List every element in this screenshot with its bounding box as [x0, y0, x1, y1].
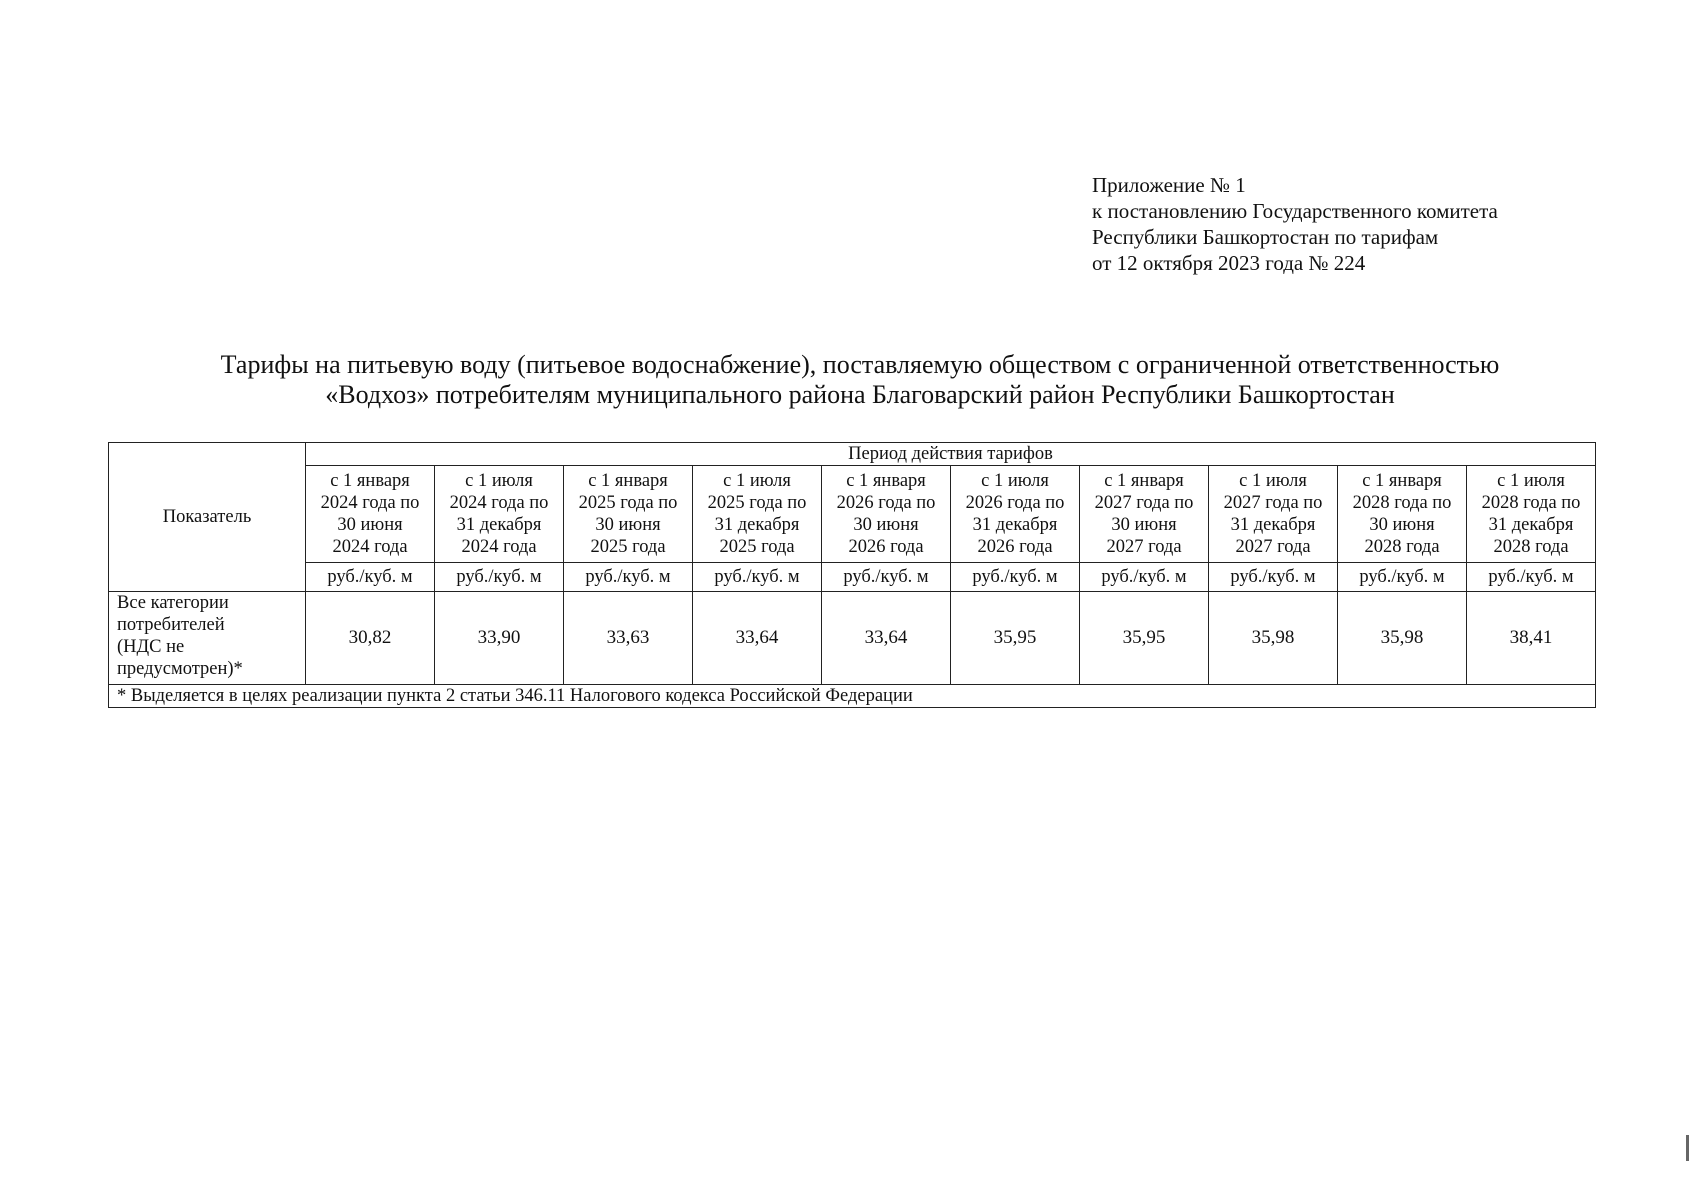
period-line: 31 декабря [456, 515, 542, 535]
period-line: 31 декабря [714, 515, 800, 535]
period-cell [564, 466, 693, 563]
period-line: 2025 года по [707, 493, 807, 513]
period-line: 31 декабря [1488, 515, 1574, 535]
tariff-value-cell: 35,95 [951, 592, 1080, 685]
period-cell [435, 466, 564, 563]
period-cell [1209, 466, 1338, 563]
appendix-line: от 12 октября 2023 года № 224 [1092, 251, 1366, 275]
category-line: предусмотрен)* [117, 659, 243, 679]
period-line: 2026 года [977, 537, 1053, 557]
period-line: с 1 января [1362, 471, 1442, 491]
period-line: 2025 года по [578, 493, 678, 513]
period-cell [306, 466, 435, 563]
unit-cell: руб./куб. м [1209, 563, 1338, 592]
document-title [110, 350, 1610, 410]
period-line: с 1 июля [981, 471, 1049, 491]
period-line: 2026 года по [836, 493, 936, 513]
tariff-value-cell: 33,64 [693, 592, 822, 685]
tariff-value-cell: 35,95 [1080, 592, 1209, 685]
period-line: 2024 года [332, 537, 408, 557]
period-cell [1338, 466, 1467, 563]
period-line: 30 июня [1369, 515, 1435, 535]
unit-cell: руб./куб. м [306, 563, 435, 592]
period-line: 2024 года по [449, 493, 549, 513]
unit-cell: руб./куб. м [1080, 563, 1209, 592]
appendix-line: Республики Башкортостан по тарифам [1092, 225, 1439, 249]
tariff-value-cell: 38,41 [1467, 592, 1596, 685]
footnote: * Выделяется в целях реализации пункта 2 статьи 346.11 Налогового кодекса Российской Федерации [109, 685, 1596, 708]
tariff-value-cell: 33,63 [564, 592, 693, 685]
period-line: 30 июня [1111, 515, 1177, 535]
period-line: с 1 января [1104, 471, 1184, 491]
period-line: 2027 года по [1223, 493, 1323, 513]
period-line: 2025 года [719, 537, 795, 557]
indicator-header: Показатель [109, 443, 306, 592]
title-line: «Водхоз» потребителям муниципального района Благоварский район Республики Башкортостан [325, 380, 1395, 409]
period-cell [822, 466, 951, 563]
tariff-value-cell: 33,90 [435, 592, 564, 685]
unit-cell: руб./куб. м [822, 563, 951, 592]
period-line: с 1 июля [1497, 471, 1565, 491]
period-line: с 1 июля [465, 471, 533, 491]
period-line: 2028 года по [1352, 493, 1452, 513]
period-line: 2027 года [1106, 537, 1182, 557]
unit-cell: руб./куб. м [435, 563, 564, 592]
appendix-block [1092, 172, 1498, 276]
unit-cell: руб./куб. м [1467, 563, 1596, 592]
period-line: 30 июня [595, 515, 661, 535]
period-line: с 1 января [846, 471, 926, 491]
title-line: Тарифы на питьевую воду (питьевое водоснабжение), поставляемую обществом с ограниченной ответственностью [220, 350, 1500, 379]
category-line: Все категории [117, 593, 229, 613]
period-line: 2024 года по [320, 493, 420, 513]
category-line: (НДС не [117, 637, 185, 657]
period-line: 31 декабря [1230, 515, 1316, 535]
tariff-table [108, 442, 1596, 708]
period-line: с 1 июля [723, 471, 791, 491]
period-cell [951, 466, 1080, 563]
tariff-value-cell: 33,64 [822, 592, 951, 685]
category-line: потребителей [117, 615, 225, 635]
period-line: 2025 года [590, 537, 666, 557]
category-cell [109, 592, 306, 685]
period-line: 2026 года по [965, 493, 1065, 513]
table-header-row [109, 443, 1596, 466]
value-row [109, 592, 1596, 685]
period-line: с 1 января [330, 471, 410, 491]
period-line: 2026 года [848, 537, 924, 557]
period-line: 2027 года по [1094, 493, 1194, 513]
period-line: 2027 года [1235, 537, 1311, 557]
period-line: 31 декабря [972, 515, 1058, 535]
tariff-value-cell: 30,82 [306, 592, 435, 685]
period-line: 30 июня [337, 515, 403, 535]
period-cell [1080, 466, 1209, 563]
tariff-value-cell: 35,98 [1209, 592, 1338, 685]
period-line: 2028 года [1493, 537, 1569, 557]
appendix-line: к постановлению Государственного комитета [1092, 199, 1498, 223]
period-line: 2028 года [1364, 537, 1440, 557]
period-line: 2024 года [461, 537, 537, 557]
period-cell [1467, 466, 1596, 563]
unit-row [109, 563, 1596, 592]
period-line: с 1 июля [1239, 471, 1307, 491]
appendix-line: Приложение № 1 [1092, 173, 1246, 197]
period-line: с 1 января [588, 471, 668, 491]
unit-cell: руб./куб. м [564, 563, 693, 592]
scan-mark [1686, 1135, 1689, 1161]
period-header: Период действия тарифов [306, 443, 1596, 466]
tariff-value-cell: 35,98 [1338, 592, 1467, 685]
unit-cell: руб./куб. м [951, 563, 1080, 592]
period-line: 2028 года по [1481, 493, 1581, 513]
unit-cell: руб./куб. м [693, 563, 822, 592]
period-cell [693, 466, 822, 563]
period-line: 30 июня [853, 515, 919, 535]
period-row [109, 466, 1596, 563]
footnote-row [109, 685, 1596, 708]
unit-cell: руб./куб. м [1338, 563, 1467, 592]
